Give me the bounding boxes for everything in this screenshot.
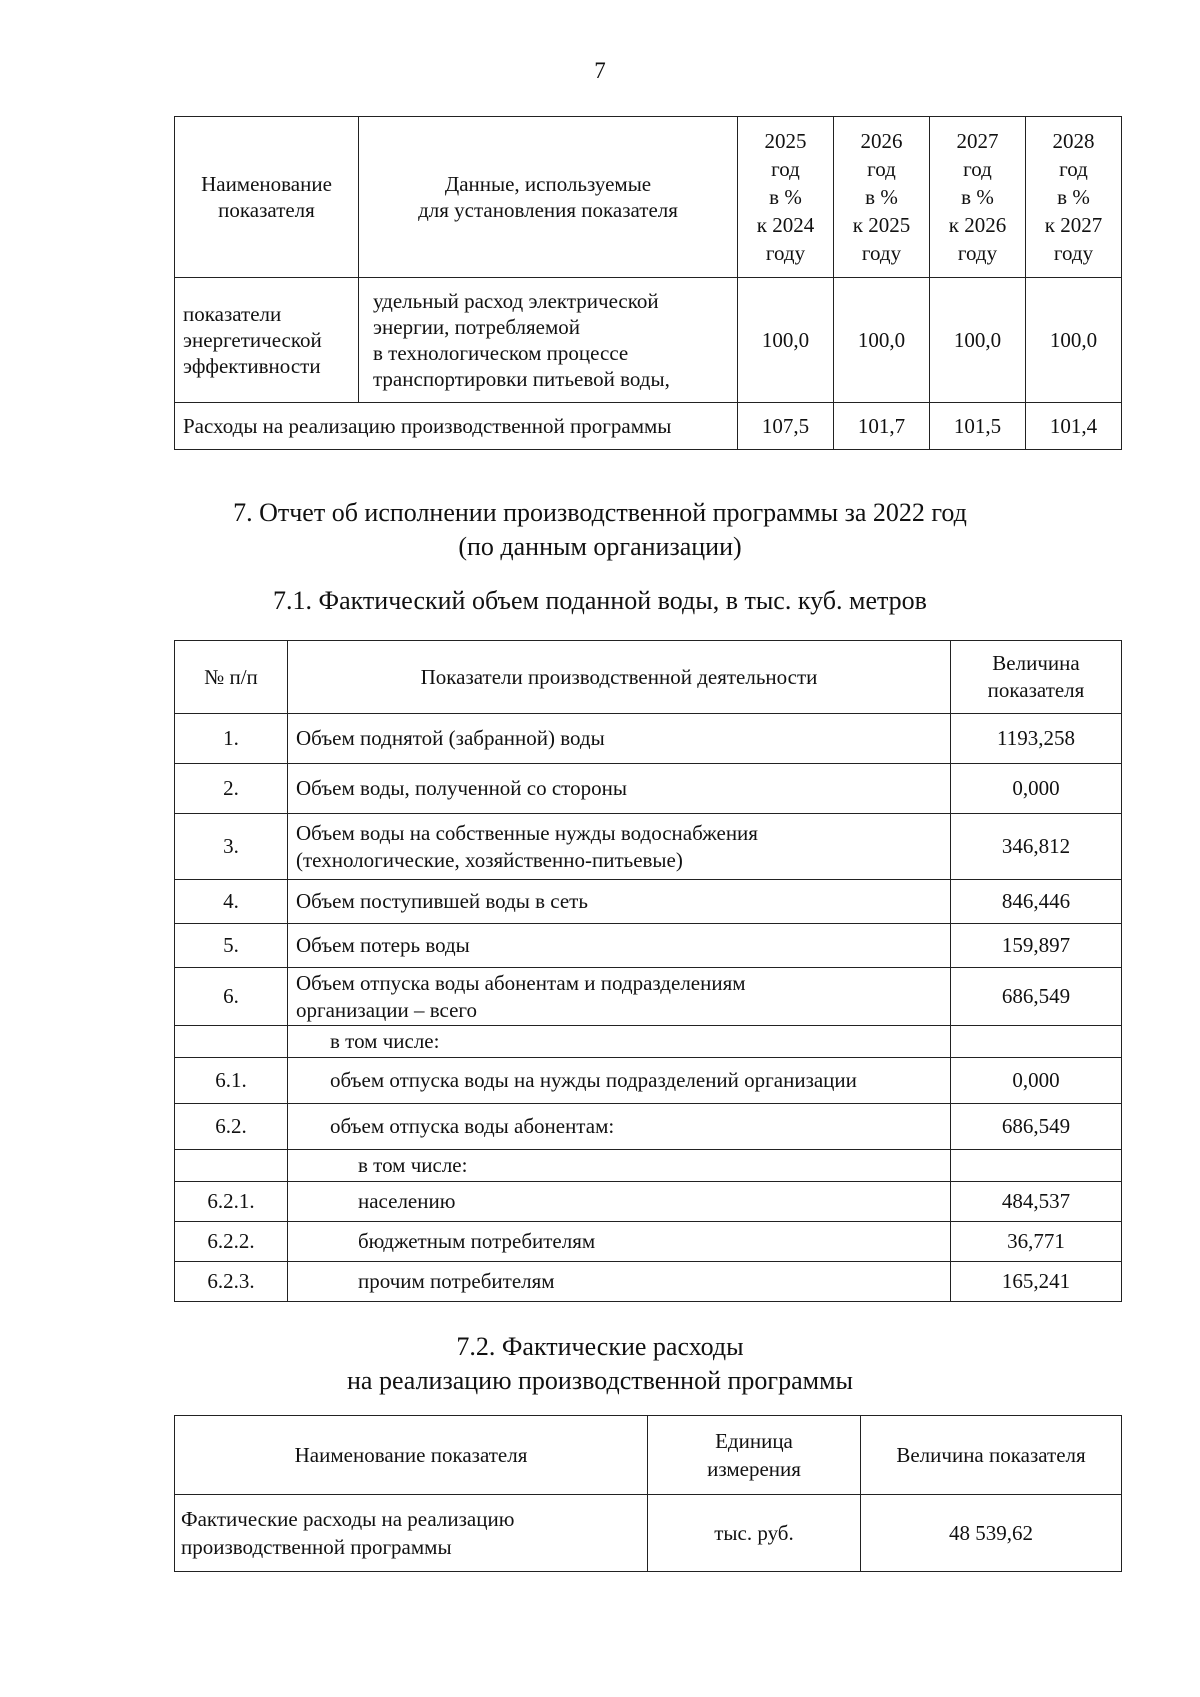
row-label: объем отпуска воды абонентам:	[288, 1104, 951, 1150]
header-line: в %	[1057, 185, 1090, 209]
header-line: в %	[769, 185, 802, 209]
header-year-2025	[738, 117, 834, 278]
table-row	[175, 814, 1122, 880]
row-number: 6.2.1.	[175, 1182, 288, 1222]
table-header-row	[175, 117, 1122, 278]
table-row	[175, 1104, 1122, 1150]
row-value: 159,897	[951, 924, 1122, 968]
cell-line: Объем отпуска воды абонентам и подразделениям	[296, 970, 746, 995]
table-row	[175, 1058, 1122, 1104]
header-line: Единица	[715, 1429, 793, 1453]
row-label: Объем потерь воды	[288, 924, 951, 968]
value-cell: 100,0	[1026, 278, 1122, 403]
header-line: году	[957, 241, 998, 265]
table-row	[175, 1495, 1122, 1572]
row-value: 846,446	[951, 880, 1122, 924]
header-line: Величина	[992, 651, 1080, 675]
heading-line: (по данным организации)	[458, 532, 742, 561]
cell-line: Фактические расходы на реализацию	[181, 1507, 515, 1531]
cell-line: энергии, потребляемой	[373, 315, 581, 339]
header-line: год	[963, 157, 992, 181]
value-cell: 101,5	[930, 403, 1026, 450]
row-unit: тыс. руб.	[648, 1495, 861, 1572]
header-line: год	[1059, 157, 1088, 181]
section-7-2-title	[0, 1330, 1200, 1398]
header-line: году	[765, 241, 806, 265]
row-number: 4.	[175, 880, 288, 924]
header-value	[951, 641, 1122, 714]
section-7-1-title: 7.1. Фактический объем поданной воды, в тыс. куб. метров	[273, 586, 927, 615]
cell-line: эффективности	[183, 354, 321, 378]
header-line: к 2027	[1044, 213, 1103, 237]
header-year-2028	[1026, 117, 1122, 278]
table-row	[175, 924, 1122, 968]
row-number: 1.	[175, 714, 288, 764]
row-label: населению	[288, 1182, 951, 1222]
value-cell: 101,7	[834, 403, 930, 450]
header-line: в %	[961, 185, 994, 209]
header-year-2026	[834, 117, 930, 278]
indicator-name-cell	[175, 278, 359, 403]
row-number: 6.2.3.	[175, 1262, 288, 1302]
header-line: году	[861, 241, 902, 265]
row-value: 0,000	[951, 764, 1122, 814]
header-line: 2028	[1052, 129, 1095, 153]
value-cell: 100,0	[738, 278, 834, 403]
row-number	[175, 1026, 288, 1058]
row-value	[951, 1150, 1122, 1182]
row-value: 36,771	[951, 1222, 1122, 1262]
row-number	[175, 1150, 288, 1182]
cell-line: (технологические, хозяйственно-питьевые)	[296, 847, 683, 872]
header-line: для установления показателя	[418, 198, 678, 222]
header-line: к 2025	[852, 213, 911, 237]
heading-line: 7.2. Фактические расходы	[456, 1332, 744, 1361]
row-value: 48 539,62	[861, 1495, 1122, 1572]
header-value: Величина показателя	[861, 1416, 1122, 1495]
header-line: 2026	[860, 129, 903, 153]
header-line: 2025	[764, 129, 807, 153]
section-7-title	[0, 496, 1200, 564]
row-value	[951, 1026, 1122, 1058]
row-number: 6.1.	[175, 1058, 288, 1104]
cell-line: энергетической	[183, 328, 322, 352]
data-used-cell	[359, 278, 738, 403]
header-line: год	[771, 157, 800, 181]
row-value: 346,812	[951, 814, 1122, 880]
row-number: 6.	[175, 968, 288, 1026]
table-row	[175, 1222, 1122, 1262]
cell-line: производственной программы	[181, 1535, 452, 1559]
header-number: № п/п	[175, 641, 288, 714]
row-value: 686,549	[951, 1104, 1122, 1150]
table-row	[175, 1026, 1122, 1058]
row-value: 165,241	[951, 1262, 1122, 1302]
row-label: объем отпуска воды на нужды подразделений организации	[288, 1058, 951, 1104]
water-volume-table	[174, 640, 1122, 1302]
value-cell: 107,5	[738, 403, 834, 450]
header-line: год	[867, 157, 896, 181]
heading-line: 7. Отчет об исполнении производственной программы за 2022 год	[233, 498, 967, 527]
table-row	[175, 880, 1122, 924]
row-label: в том числе:	[288, 1026, 951, 1058]
table-header-row	[175, 641, 1122, 714]
table-row	[175, 714, 1122, 764]
value-cell: 100,0	[930, 278, 1026, 403]
row-label: бюджетным потребителям	[288, 1222, 951, 1262]
table-row	[175, 1262, 1122, 1302]
row-label: Объем воды, полученной со стороны	[288, 764, 951, 814]
header-line: к 2026	[948, 213, 1007, 237]
row-label: Объем поступившей воды в сеть	[288, 880, 951, 924]
header-data-used	[359, 117, 738, 278]
header-line: Наименование	[201, 172, 332, 196]
header-line: показателя	[987, 678, 1085, 702]
row-label	[288, 814, 951, 880]
indicators-table	[174, 116, 1122, 450]
row-value: 0,000	[951, 1058, 1122, 1104]
row-label: Объем поднятой (забранной) воды	[288, 714, 951, 764]
header-line: к 2024	[756, 213, 815, 237]
row-number: 3.	[175, 814, 288, 880]
row-value: 1193,258	[951, 714, 1122, 764]
cell-line: в технологическом процессе	[373, 341, 629, 365]
header-line: Данные, используемые	[444, 172, 652, 196]
row-label	[175, 1495, 648, 1572]
row-label: прочим потребителям	[288, 1262, 951, 1302]
value-cell: 100,0	[834, 278, 930, 403]
row-value: 484,537	[951, 1182, 1122, 1222]
header-year-2027	[930, 117, 1026, 278]
heading-line: на реализацию производственной программы	[346, 1366, 853, 1395]
header-indicators: Показатели производственной деятельности	[288, 641, 951, 714]
row-value: 686,549	[951, 968, 1122, 1026]
cell-line: удельный расход электрической	[373, 289, 659, 313]
header-unit	[648, 1416, 861, 1495]
row-label	[288, 968, 951, 1026]
expenses-label-cell: Расходы на реализацию производственной программы	[175, 403, 738, 450]
cell-line: Объем воды на собственные нужды водоснабжения	[296, 820, 758, 845]
row-number: 6.2.	[175, 1104, 288, 1150]
value-cell: 101,4	[1026, 403, 1122, 450]
header-line: в %	[865, 185, 898, 209]
table-row	[175, 1150, 1122, 1182]
header-indicator-name: Наименование показателя	[175, 1416, 648, 1495]
header-line: показателя	[218, 198, 315, 222]
table-row	[175, 1182, 1122, 1222]
header-line: измерения	[707, 1457, 801, 1481]
header-line: 2027	[956, 129, 999, 153]
row-number: 6.2.2.	[175, 1222, 288, 1262]
header-indicator-name	[175, 117, 359, 278]
cell-line: показатели	[183, 302, 282, 326]
page-number: 7	[594, 58, 606, 83]
expenses-table	[174, 1415, 1122, 1572]
table-row	[175, 278, 1122, 403]
row-number: 5.	[175, 924, 288, 968]
table-row	[175, 764, 1122, 814]
table-row	[175, 403, 1122, 450]
header-line: году	[1053, 241, 1094, 265]
cell-line: транспортировки питьевой воды,	[373, 367, 670, 391]
row-number: 2.	[175, 764, 288, 814]
table-header-row	[175, 1416, 1122, 1495]
row-label: в том числе:	[288, 1150, 951, 1182]
table-row	[175, 968, 1122, 1026]
cell-line: организации – всего	[296, 997, 478, 1022]
